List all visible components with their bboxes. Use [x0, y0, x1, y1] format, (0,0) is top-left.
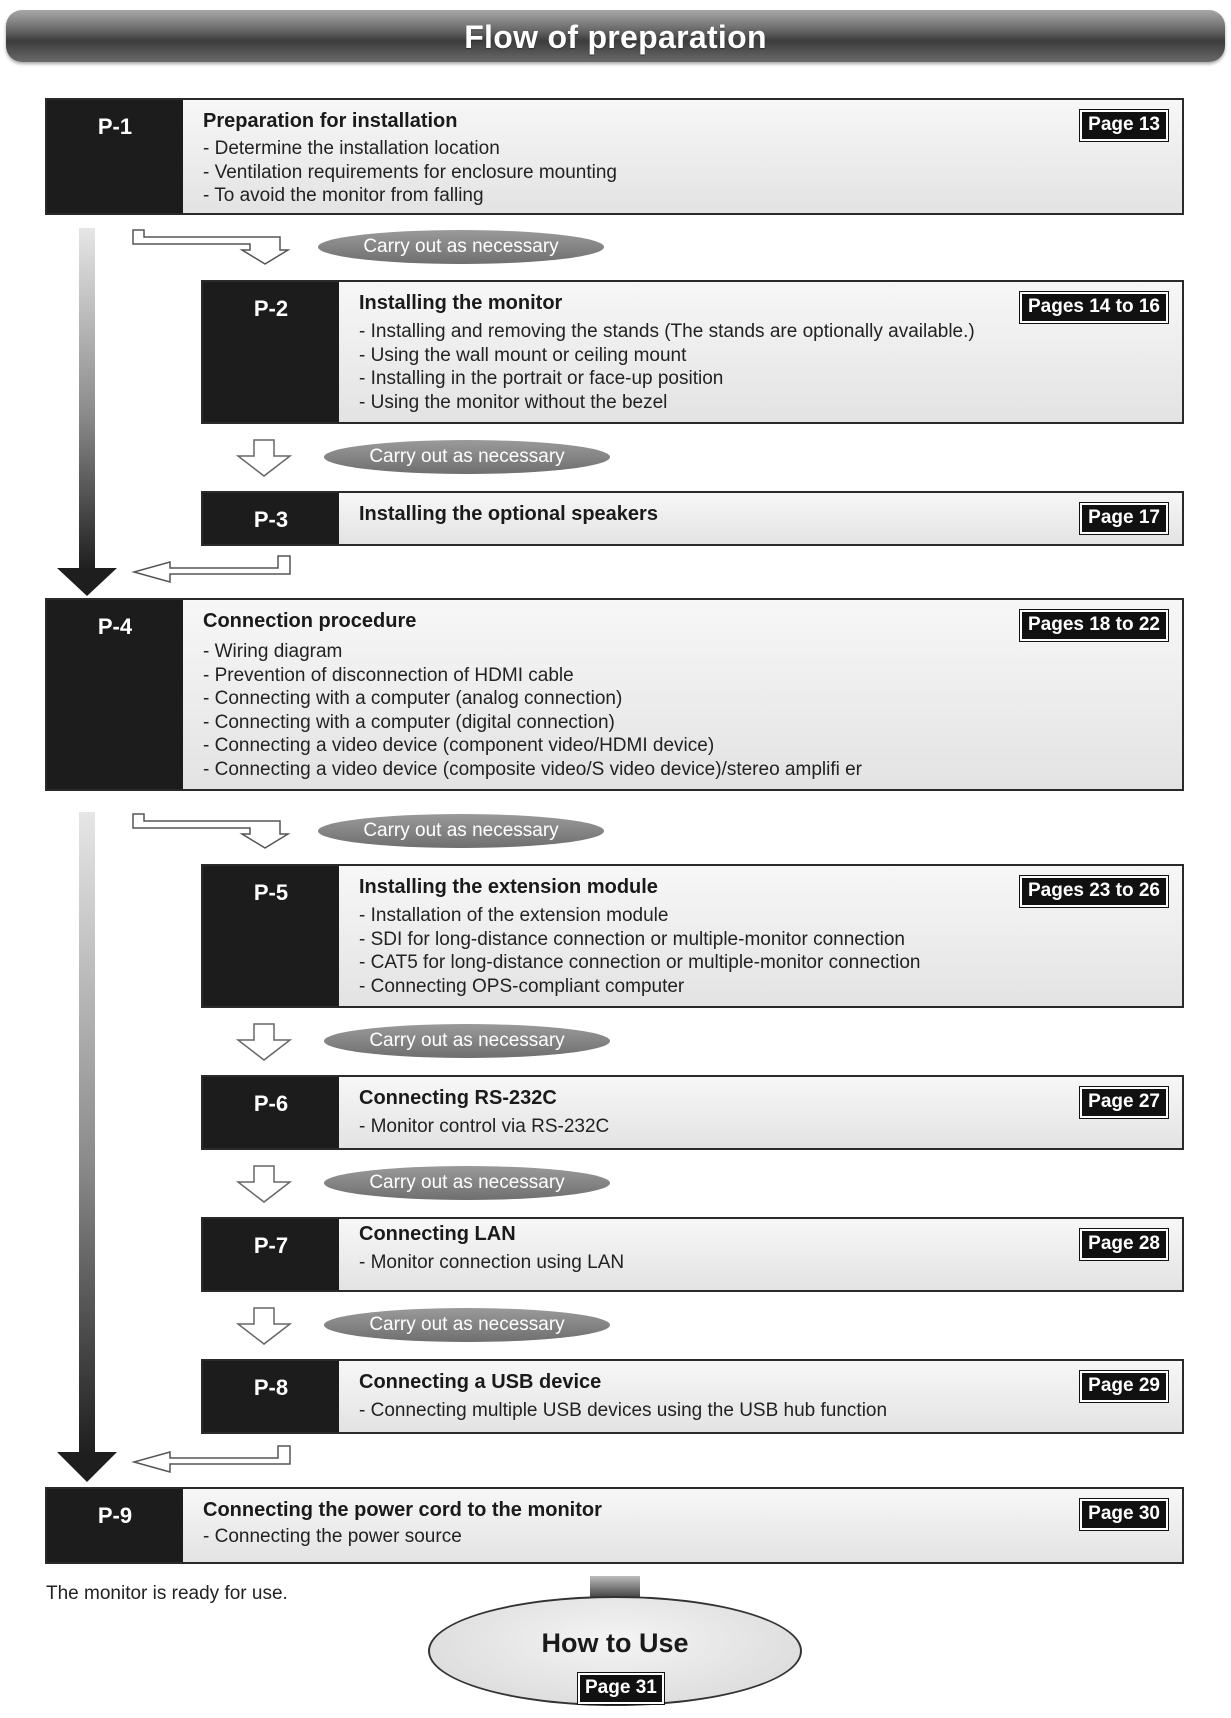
carry-out-note: Carry out as necessary — [324, 440, 610, 474]
step-item: - Ventilation requirements for enclosure mounting — [203, 161, 618, 183]
step-items — [203, 1525, 462, 1549]
step-code-block — [203, 866, 339, 1006]
step-item: - Connecting OPS-compliant computer — [359, 975, 685, 997]
page-reference-badge: Pages 18 to 22 — [1020, 610, 1168, 641]
page-reference-badge: Page 27 — [1080, 1087, 1168, 1118]
step-item: - Installing in the portrait or face-up position — [359, 368, 724, 389]
carry-out-note: Carry out as necessary — [318, 230, 604, 264]
step-item: - Connecting with a computer (digital connection) — [203, 711, 615, 733]
step-code: P-5 — [253, 880, 289, 905]
step-code-block — [203, 493, 339, 544]
step-items — [359, 1399, 887, 1423]
page-reference-badge: Page 30 — [1080, 1499, 1168, 1530]
step-p3 — [201, 491, 1184, 546]
step-item: - Connecting multiple USB devices using the USB hub function — [359, 1400, 888, 1421]
step-code-block — [47, 1489, 183, 1562]
step-code: P-9 — [97, 1503, 133, 1528]
step-code-block — [203, 1361, 339, 1432]
step-code-block — [47, 600, 183, 789]
step-p8 — [201, 1359, 1184, 1434]
how-to-use-oval — [428, 1596, 802, 1706]
step-code: P-8 — [253, 1375, 289, 1400]
carry-out-note: Carry out as necessary — [324, 1024, 610, 1058]
step-p6 — [201, 1075, 1184, 1150]
carry-out-note: Carry out as necessary — [324, 1308, 610, 1342]
page-reference-badge: Page 13 — [1080, 110, 1168, 141]
step-title: Installing the monitor — [359, 292, 563, 314]
step-code: P-7 — [253, 1233, 289, 1258]
page-reference-badge: Page 28 — [1080, 1229, 1168, 1260]
step-item: - Using the monitor without the bezel — [359, 391, 668, 413]
step-item: - Installation of the extension module — [359, 905, 669, 926]
step-code: P-1 — [97, 114, 133, 139]
small-down-arrow-icon — [236, 1022, 292, 1062]
title-banner — [6, 10, 1225, 62]
step-code-block — [203, 282, 339, 422]
step-item: - Connecting the power source — [203, 1526, 462, 1547]
step-items — [203, 640, 862, 781]
step-item: - Determine the installation location — [203, 138, 500, 159]
step-items — [359, 1115, 609, 1139]
step-code-block — [203, 1077, 339, 1148]
step-item: - To avoid the monitor from falling — [203, 185, 484, 206]
step-item: - Connecting a video device (component video/HDMI device) — [203, 735, 715, 756]
step-title: Connection procedure — [203, 610, 417, 632]
page-reference-badge: Pages 14 to 16 — [1020, 292, 1168, 323]
step-item: - Prevention of disconnection of HDMI cable — [203, 664, 574, 686]
step-item: - Wiring diagram — [203, 641, 343, 662]
step-title: Preparation for installation — [203, 110, 458, 132]
step-p9 — [45, 1487, 1184, 1564]
carry-out-note: Carry out as necessary — [324, 1166, 610, 1200]
carry-out-note: Carry out as necessary — [318, 814, 604, 848]
step-items — [359, 1251, 624, 1275]
return-arrow-icon — [130, 554, 295, 590]
step-code: P-3 — [253, 507, 289, 532]
flow-arrow-down-icon — [55, 812, 119, 1484]
step-title: Connecting a USB device — [359, 1371, 602, 1393]
page-reference-badge: Pages 23 to 26 — [1020, 876, 1168, 907]
step-title: Installing the extension module — [359, 876, 658, 898]
step-items — [359, 320, 975, 414]
step-item: - Using the wall mount or ceiling mount — [359, 344, 687, 366]
small-down-arrow-icon — [236, 1164, 292, 1204]
small-down-arrow-icon — [236, 1306, 292, 1346]
step-title: Connecting LAN — [359, 1223, 516, 1245]
step-p1 — [45, 98, 1184, 215]
step-item: - CAT5 for long-distance connection or multiple-monitor connection — [359, 952, 921, 973]
step-items — [203, 137, 617, 208]
page-title: Flow of preparation — [464, 19, 767, 55]
step-items — [359, 904, 920, 998]
branch-arrow-icon — [130, 812, 295, 850]
ready-text: The monitor is ready for use. — [46, 1583, 288, 1604]
step-code: P-4 — [97, 614, 133, 639]
how-to-use-title: How to Use — [541, 1628, 689, 1658]
step-item: - Monitor control via RS-232C — [359, 1116, 610, 1137]
step-code-block — [47, 100, 183, 213]
step-code: P-2 — [253, 296, 289, 321]
step-p5 — [201, 864, 1184, 1008]
step-p4 — [45, 598, 1184, 791]
step-p7 — [201, 1217, 1184, 1292]
step-code: P-6 — [253, 1091, 289, 1116]
page-reference-badge: Page 17 — [1080, 503, 1168, 534]
step-title: Installing the optional speakers — [359, 503, 658, 525]
small-down-arrow-icon — [236, 438, 292, 478]
page-reference-badge: Page 29 — [1080, 1371, 1168, 1402]
step-title: Connecting RS-232C — [359, 1087, 557, 1109]
return-arrow-icon — [130, 1444, 295, 1480]
page-reference-badge: Page 31 — [578, 1673, 664, 1704]
step-title: Connecting the power cord to the monitor — [203, 1499, 602, 1521]
step-item: - Monitor connection using LAN — [359, 1252, 625, 1273]
step-item: - Connecting a video device (composite video/S video device)/stereo amplifi er — [203, 758, 862, 780]
flow-arrow-down-icon — [55, 228, 119, 598]
step-p2 — [201, 280, 1184, 424]
step-item: - Connecting with a computer (analog connection) — [203, 688, 623, 709]
step-item: - SDI for long-distance connection or multiple-monitor connection — [359, 928, 905, 950]
step-item: - Installing and removing the stands (The stands are optionally available.) — [359, 321, 975, 342]
step-code-block — [203, 1219, 339, 1290]
branch-arrow-icon — [130, 228, 295, 266]
